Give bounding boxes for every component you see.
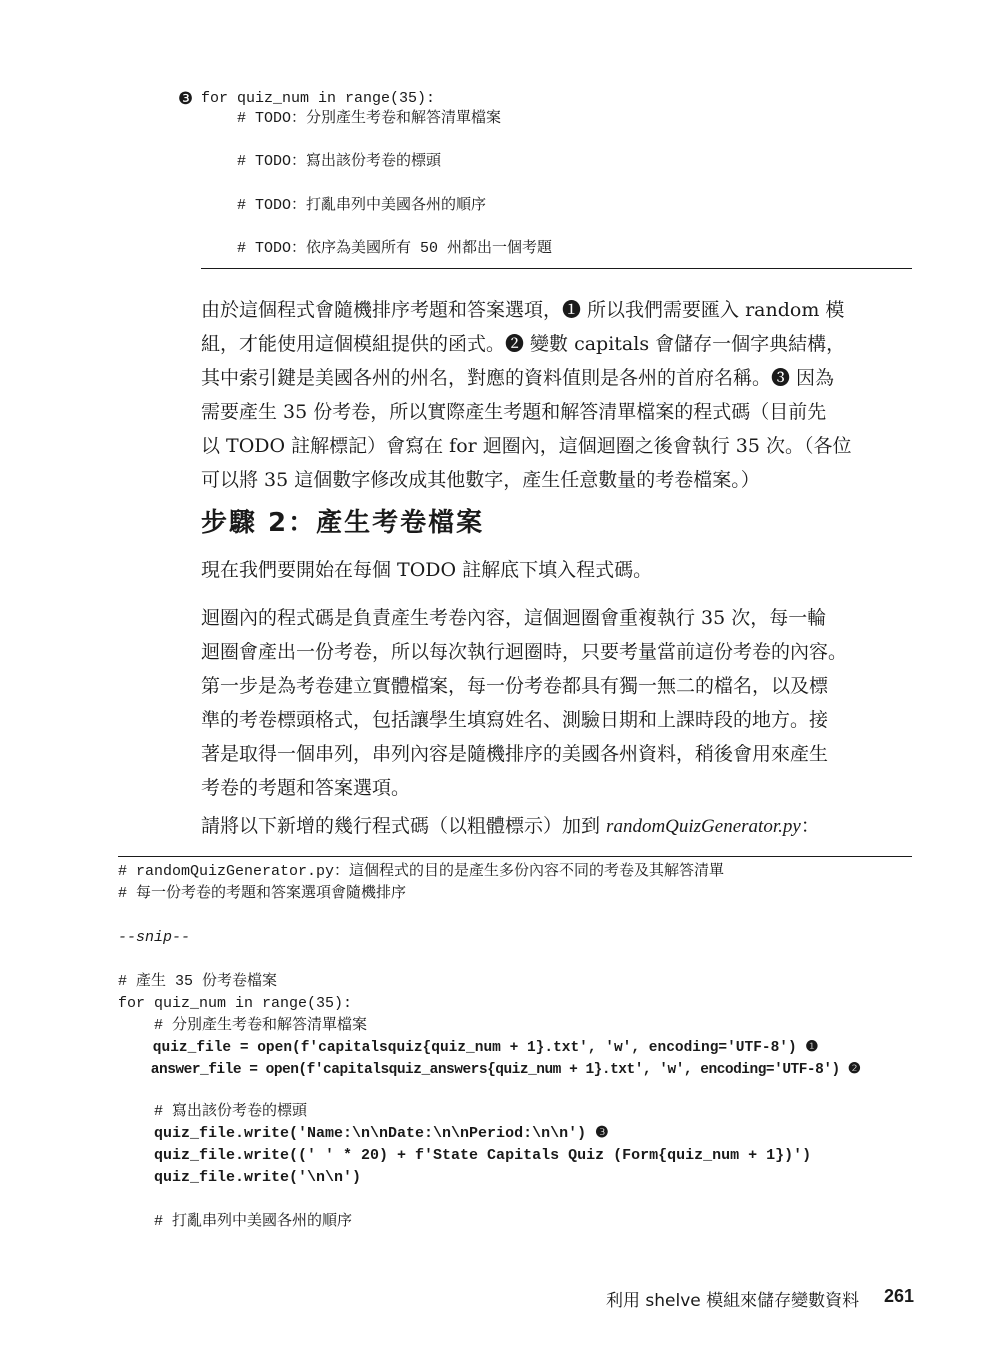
code-line: # 打亂串列中美國各州的順序 [118, 1213, 353, 1230]
code-line: # 產生 35 份考卷檔案 [118, 973, 278, 990]
top-code-line: # TODO：依序為美國所有 50 州都出一個考題 [201, 240, 553, 257]
code-line: quiz_file.write('Name:\n\nDate:\n\nPeriod:\n\n') ❸ [118, 1125, 609, 1142]
paragraph-line: 迴圈會產出一份考卷，所以每次執行迴圈時，只要考量當前這份考卷的內容。 [201, 641, 848, 663]
instruction-prefix: 請將以下新增的幾行程式碼（以粗體標示）加到 [201, 815, 607, 837]
top-code-marker: ❸ [178, 89, 194, 109]
paragraph-intro [201, 293, 913, 497]
paragraph-line: 著是取得一個串列，串列內容是隨機排序的美國各州資料，稍後會用來產生 [201, 743, 829, 765]
paragraph-line: 準的考卷標頭格式，包括讓學生填寫姓名、測驗日期和上課時段的地方。接 [201, 709, 829, 731]
instruction-suffix: ： [800, 815, 820, 837]
paragraph-line: 其中索引鍵是美國各州的州名，對應的資料值則是各州的首府名稱。❸ 因為 [201, 367, 835, 389]
code-block-rule [118, 856, 912, 857]
paragraph-line: 需要產生 35 份考卷，所以實際產生考題和解答清單檔案的程式碼（目前先 [201, 401, 827, 423]
paragraph-line [201, 809, 913, 844]
paragraph-line: 組，才能使用這個模組提供的函式。❷ 變數 capitals 會儲存一個字典結構， [201, 333, 846, 355]
top-code-line: for quiz_num in range(35): [201, 90, 436, 107]
top-code-line: # TODO：分別產生考卷和解答清單檔案 [201, 110, 502, 127]
paragraph-line: 現在我們要開始在每個 TODO 註解底下填入程式碼。 [201, 559, 653, 581]
paragraph-line: 第一步是為考卷建立實體檔案，每一份考卷都具有獨一無二的檔名，以及標 [201, 675, 829, 697]
paragraph-line: 可以將 35 這個數字修改成其他數字，產生任意數量的考卷檔案。） [201, 469, 760, 491]
code-line: --snip-- [118, 929, 191, 946]
paragraph-todo [201, 553, 913, 587]
section-heading: 步驟 2：產生考卷檔案 [201, 508, 485, 538]
code-line: # 每一份考卷的考題和答案選項會隨機排序 [118, 885, 407, 902]
filename: randomQuizGenerator.py [606, 816, 801, 837]
code-line: quiz_file.write((' ' * 20) + f'State Capitals Quiz (Form{quiz_num + 1})') [118, 1147, 812, 1164]
footer-title: 利用 shelve 模組來儲存變數資料 [606, 1291, 860, 1311]
paragraph-loop [201, 601, 913, 805]
code-line: for quiz_num in range(35): [118, 995, 353, 1012]
paragraph-instruction [201, 809, 913, 844]
paragraph-line: 由於這個程式會隨機排序考題和答案選項，❶ 所以我們需要匯入 random 模 [201, 299, 845, 321]
page-number: 261 [884, 1286, 915, 1306]
paragraph-line: 考卷的考題和答案選項。 [201, 777, 411, 799]
code-line: # randomQuizGenerator.py：這個程式的目的是產生多份內容不同的考卷及其解答清單 [118, 863, 725, 880]
top-code-rule [201, 268, 912, 269]
paragraph-line: 迴圈內的程式碼是負責產生考卷內容，這個迴圈會重複執行 35 次，每一輪 [201, 607, 827, 629]
code-line: answer_file = open(f'capitalsquiz_answers{quiz_num + 1}.txt', 'w', encoding='UTF-8') ❷ [118, 1062, 861, 1078]
code-line: # 分別產生考卷和解答清單檔案 [118, 1017, 368, 1034]
code-line: quiz_file = open(f'capitalsquiz{quiz_num + 1}.txt', 'w', encoding='UTF-8') ❶ [118, 1040, 819, 1056]
code-line: # 寫出該份考卷的標頭 [118, 1103, 308, 1120]
top-code-line: # TODO：打亂串列中美國各州的順序 [201, 197, 487, 214]
top-code-line: # TODO：寫出該份考卷的標頭 [201, 153, 442, 170]
code-line: quiz_file.write('\n\n') [118, 1169, 362, 1186]
paragraph-line: 以 TODO 註解標記）會寫在 for 迴圈內，這個迴圈之後會執行 35 次。（各位 [201, 435, 852, 457]
